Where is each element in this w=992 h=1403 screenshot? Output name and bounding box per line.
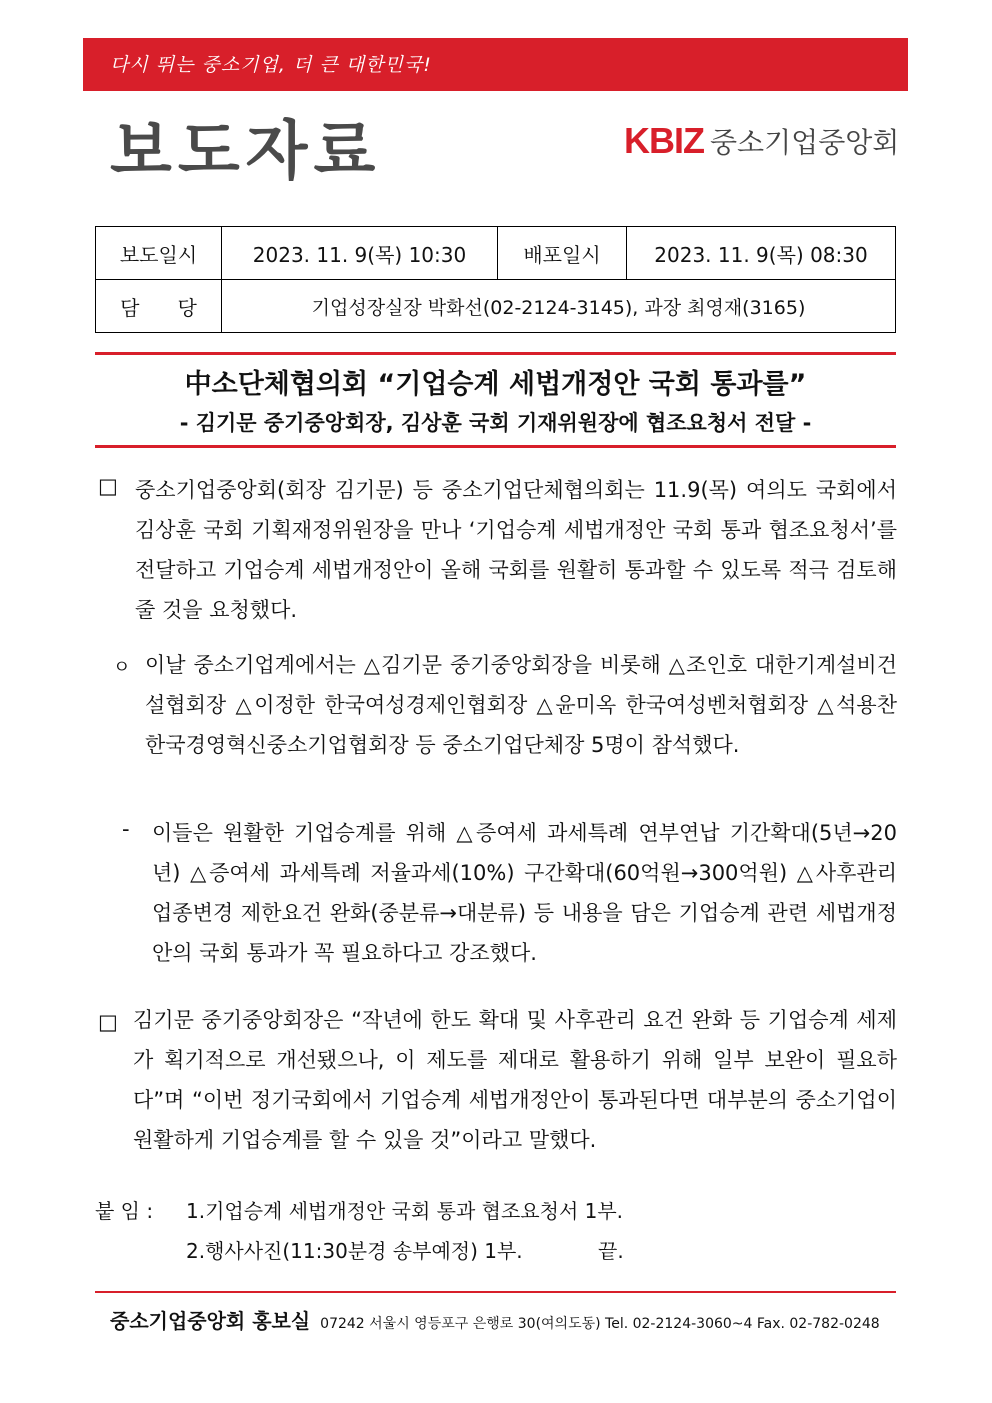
- paragraph-4: 김기문 중기중앙회장은 “작년에 한도 확대 및 사후관리 요건 완화 등 기업승계 세제가 획기적으로 개선됐으나, 이 제도를 제대로 활용하기 위해 일부 보완이 필요하다”며 “이번 정기국회에서 기업승계 세법개정안이 통과된다면 대부분의 중소기업이 원활하게 기업승계를 할 수 있을 것”이라고 말했다.: [133, 1008, 897, 1152]
- paragraph-3: 이들은 원활한 기업승계를 위해 △증여세 과세특례 연부연납 기간확대(5년→20년) △증여세 과세특례 저율과세(10%) 구간확대(60억원→300억원) △사후관리 업종변경 제한요건 완화(중분류→대분류) 등 내용을 담은 기업승계 관련 세법개정안의 국회 통과가 꼭 필요하다고 강조했다.: [152, 821, 897, 965]
- footer-rule: [95, 1291, 896, 1293]
- kbiz-logo: [624, 116, 899, 166]
- dash-bullet: -: [122, 817, 130, 841]
- paragraph-2: 이날 중소기업계에서는 △김기문 중기중앙회장을 비롯해 △조인호 대한기계설비건설협회장 △이정한 한국여성경제인협회장 △윤미옥 한국여성벤처협회장 △석용찬 한국경영혁신중소기업협회장 등 중소기업단체장 5명이 참석했다.: [145, 653, 897, 757]
- headline-bottom-rule: [95, 445, 896, 448]
- headline: 中소단체협의회 “기업승계 세법개정안 국회 통과를”: [184, 369, 807, 400]
- headline-top-rule: [95, 352, 896, 355]
- top-banner: [83, 38, 908, 91]
- press-info-table: [95, 226, 896, 333]
- press-date-value: 2023. 11. 9(목) 10:30: [222, 227, 498, 280]
- attachment-end: 끝.: [598, 1239, 624, 1263]
- subheadline: - 김기문 중기중앙회장, 김상훈 국회 기재위원장에 협조요청서 전달 -: [179, 411, 812, 435]
- circle-bullet: ㅇ: [113, 657, 131, 678]
- page-title: 보도자료: [110, 115, 382, 189]
- square-bullet-1: □: [98, 474, 118, 498]
- attachment-item-2: 2.행사사진(11:30분경 송부예정) 1부.: [186, 1239, 523, 1263]
- attachment-item-1: 1.기업승계 세법개정안 국회 통과 협조요청서 1부.: [186, 1199, 624, 1223]
- footer: [110, 1305, 880, 1334]
- contact-label: 담 당: [96, 280, 222, 333]
- release-date-label: 배포일시: [498, 227, 627, 280]
- contact-value: 기업성장실장 박화선(02-2124-3145), 과장 최영재(3165): [222, 280, 896, 333]
- release-date-value: 2023. 11. 9(목) 08:30: [627, 227, 896, 280]
- banner-slogan: 다시 뛰는 중소기업, 더 큰 대한민국!: [110, 54, 432, 76]
- logo-mark: KBIZ: [624, 120, 704, 161]
- footer-address: 07242 서울시 영등포구 은행로 30(여의도동) Tel. 02-2124-3060~4 Fax. 02-782-0248: [320, 1316, 880, 1332]
- attachment-label: 붙 임 :: [95, 1199, 154, 1223]
- footer-org: 중소기업중앙회 홍보실: [110, 1309, 311, 1333]
- press-date-label: 보도일시: [96, 227, 222, 280]
- paragraph-1: 중소기업중앙회(회장 김기문) 등 중소기업단체협의회는 11.9(목) 여의도 국회에서 김상훈 국회 기획재정위원장을 만나 ‘기업승계 세법개정안 국회 통과 협조요청서’를 전달하고 기업승계 세법개정안이 올해 국회를 원활히 통과할 수 있도록 적극 검토해줄 것을 요청했다.: [135, 478, 897, 622]
- logo-name: 중소기업중앙회: [710, 126, 900, 159]
- square-bullet-2: □: [98, 1010, 118, 1034]
